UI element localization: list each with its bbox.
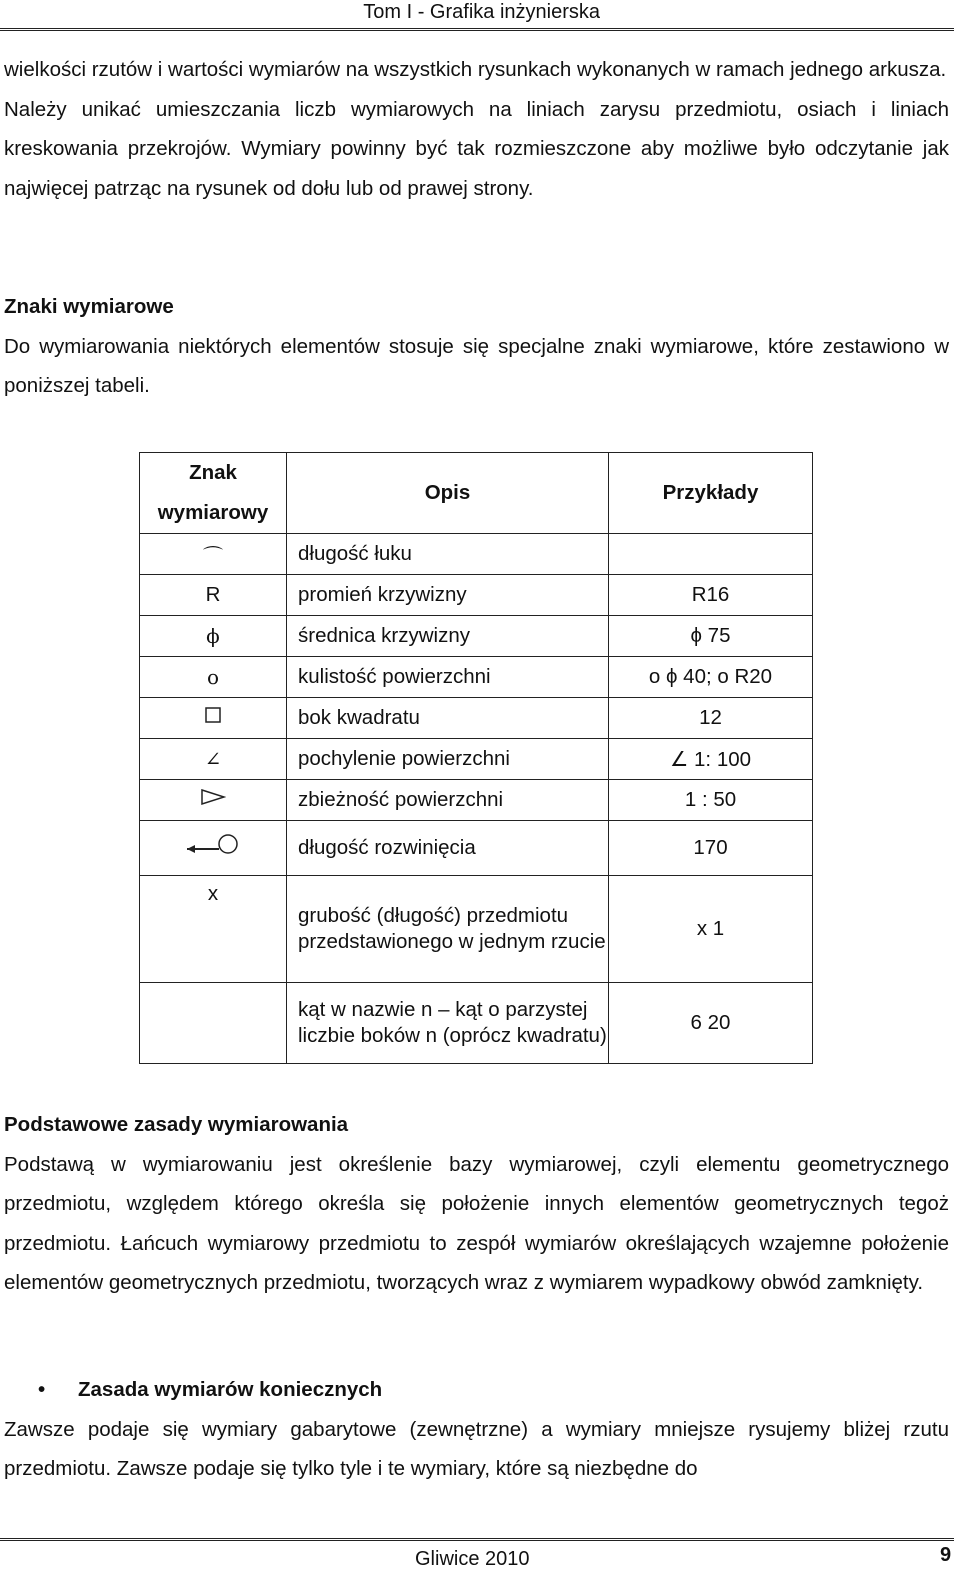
row-example: 170: [609, 821, 813, 876]
sphere-sign: ο: [140, 657, 287, 698]
table-row: [140, 657, 813, 698]
header-rule: [0, 28, 954, 31]
section-heading: Zasada wymiarów koniecznych: [78, 1378, 383, 1401]
polygon-sign: [140, 983, 287, 1064]
section-basic-rules: [4, 1105, 949, 1303]
row-desc: średnica krzywizny: [287, 616, 609, 657]
table-row: [140, 876, 813, 983]
footer-rule: [0, 1538, 954, 1541]
header-desc: Opis: [287, 453, 609, 534]
row-example: [609, 534, 813, 575]
section-heading: Podstawowe zasady wymiarowania: [4, 1113, 349, 1136]
section-dimension-signs: [4, 287, 949, 406]
table-row: [140, 739, 813, 780]
development-sign: [140, 821, 287, 876]
row-desc: długość rozwinięcia: [287, 821, 609, 876]
bullet-icon: •: [38, 1378, 46, 1401]
taper-sign: [140, 780, 287, 821]
row-desc: długość łuku: [287, 534, 609, 575]
header-sign: Znak wymiarowy: [140, 453, 287, 534]
intro-paragraph-2: Należy unikać umieszczania liczb wymiarowych na liniach zarysu przedmiotu, osiach i liniach kreskowania przekrojów. Wymiary powinny być tak rozmieszczone aby możliwe było odczytanie jak najwięcej patrząc na rysunek od dołu lub od prawej strony.: [4, 97, 949, 200]
row-desc: kulistość powierzchni: [287, 657, 609, 698]
development-arrow-icon: [183, 830, 243, 860]
section-necessary-dimensions: [4, 1370, 949, 1489]
row-example: ∠ 1: 100: [609, 739, 813, 780]
row-desc: kąt w nazwie n – kąt o parzystej liczbie boków n (oprócz kwadratu): [287, 983, 609, 1064]
row-example: R16: [609, 575, 813, 616]
section-paragraph: Do wymiarowania niektórych elementów stosuje się specjalne znaki wymiarowe, które zestawiono w poniższej tabeli.: [4, 334, 949, 397]
slope-sign: ∠: [140, 739, 287, 780]
square-icon: [204, 706, 222, 724]
row-example: ο ϕ 40; ο R20: [609, 657, 813, 698]
row-example: 12: [609, 698, 813, 739]
radius-sign: R: [140, 575, 287, 616]
section-paragraph: Podstawą w wymiarowaniu jest określenie bazy wymiarowej, czyli elementu geometrycznego przedmiotu, względem którego określa się położenie innych elementów geometrycznych tegoż przedmiotu. Łańcuch wymiarowy przedmiotu to zespół wymiarów określających wzajemne położenie elementów geometrycznych przedmiotu, tworzących wraz z wymiarem wypadkowy obwód zamknięty.: [4, 1152, 949, 1294]
section-paragraph: Zawsze podaje się wymiary gabarytowe (zewnętrzne) a wymiary mniejsze rysujemy bliżej rzutu przedmiotu. Zawsze podaje się tylko tyle i te wymiary, które są niezbędne do: [4, 1417, 949, 1480]
table-row: [140, 534, 813, 575]
table-header-row: [140, 453, 813, 534]
row-example: ϕ 75: [609, 616, 813, 657]
row-example: 6 20: [609, 983, 813, 1064]
diameter-sign: ϕ: [140, 616, 287, 657]
square-sign: [140, 698, 287, 739]
table-row: [140, 983, 813, 1064]
header-examples: Przykłady: [609, 453, 813, 534]
intro-block: [4, 50, 949, 208]
footer-text: Gliwice 2010: [415, 1548, 530, 1570]
section-heading: Znaki wymiarowe: [4, 295, 174, 318]
table-row: [140, 575, 813, 616]
row-desc: zbieżność powierzchni: [287, 780, 609, 821]
arc-sign: ⌒: [140, 534, 287, 575]
page-number: 9: [940, 1544, 952, 1566]
row-example: 1 : 50: [609, 780, 813, 821]
header-title: Tom I - Grafika inżynierska: [363, 1, 600, 23]
row-example: x 1: [609, 876, 813, 983]
bullet-heading: [4, 1370, 949, 1410]
table-row: [140, 821, 813, 876]
taper-icon: [200, 788, 226, 806]
table-row: [140, 616, 813, 657]
row-desc: promień krzywizny: [287, 575, 609, 616]
table-row: [140, 698, 813, 739]
row-desc: bok kwadratu: [287, 698, 609, 739]
table-row: [140, 780, 813, 821]
dimension-signs-table: [139, 452, 813, 1064]
thickness-sign: x: [140, 876, 287, 983]
row-desc: pochylenie powierzchni: [287, 739, 609, 780]
intro-paragraph-1: wielkości rzutów i wartości wymiarów na wszystkich rysunkach wykonanych w ramach jednego arkusza.: [4, 58, 947, 81]
row-desc: grubość (długość) przedmiotu przedstawionego w jednym rzucie: [287, 876, 609, 983]
